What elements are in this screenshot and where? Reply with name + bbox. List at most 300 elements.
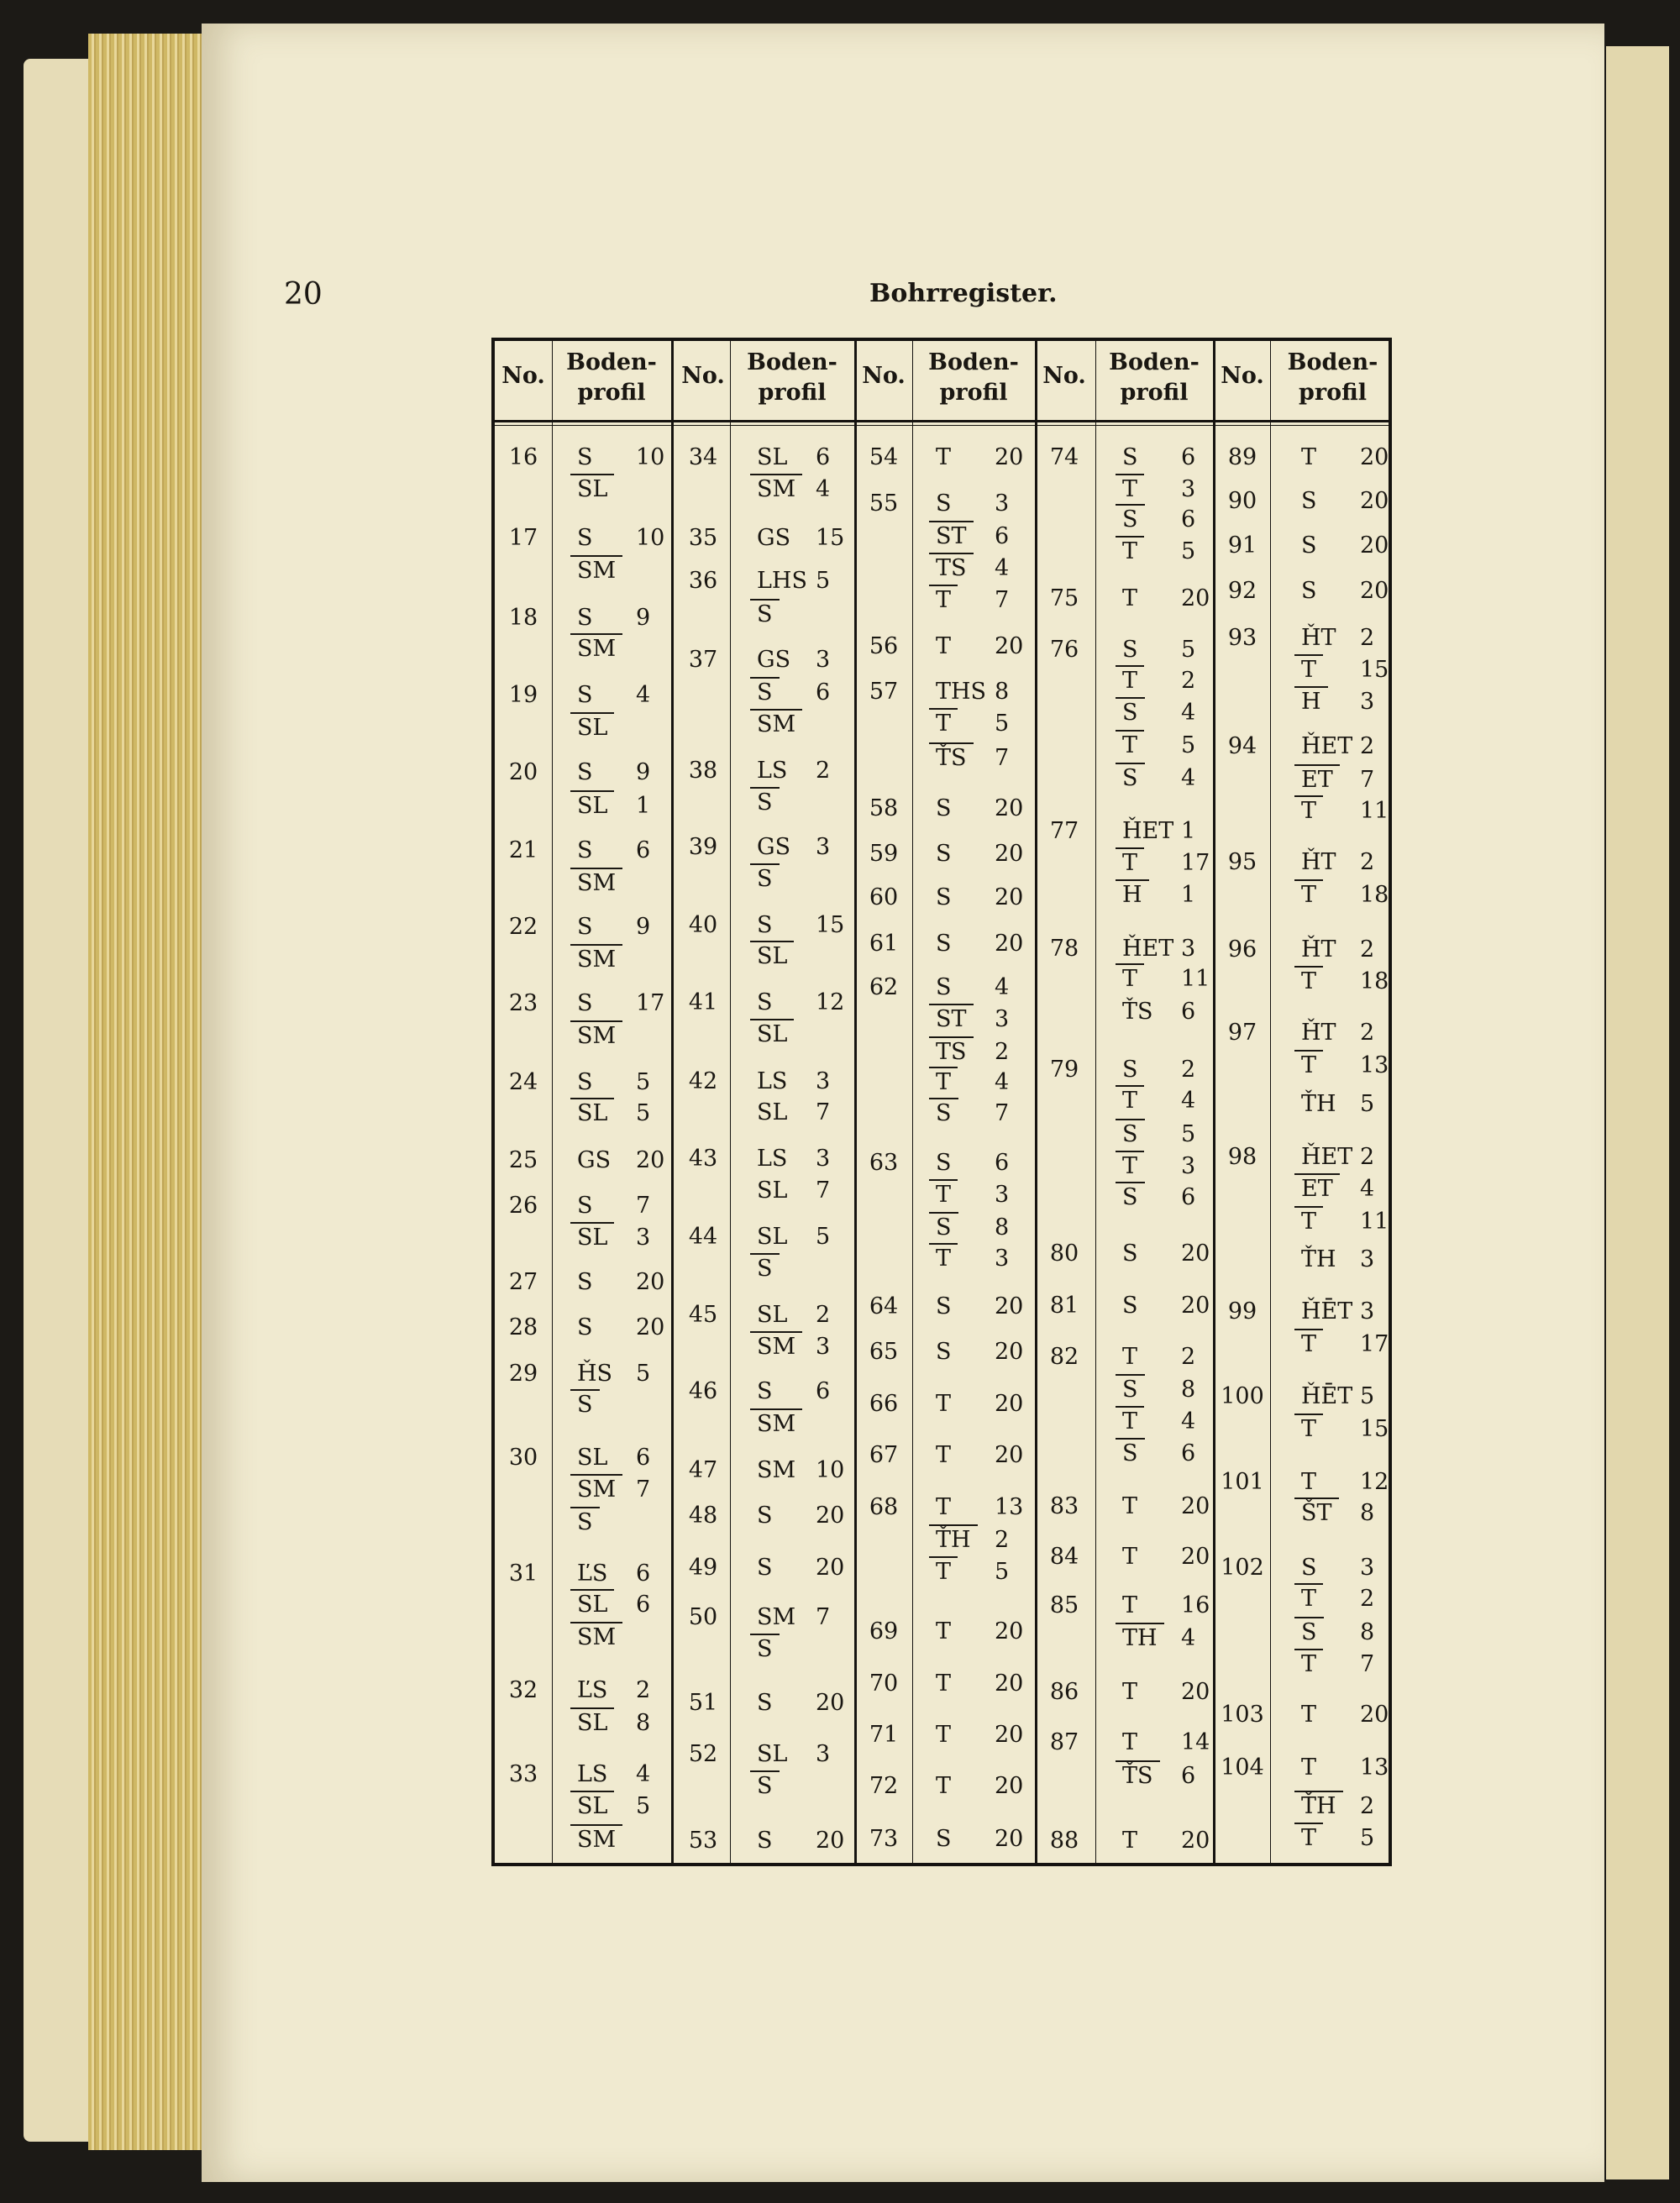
soil-type: T bbox=[936, 1618, 952, 1644]
soil-layer-abbrev bbox=[1122, 669, 1137, 692]
layer-thickness: 7 bbox=[1360, 767, 1375, 793]
soil-type: T bbox=[936, 1246, 952, 1272]
entry-number: 48 bbox=[688, 1503, 718, 1529]
soil-type: S bbox=[577, 914, 593, 940]
layer-thickness: 20 bbox=[816, 1503, 845, 1529]
soil-type: S bbox=[577, 525, 593, 551]
soil-layer-abbrev bbox=[1122, 852, 1137, 874]
layer-thickness: 3 bbox=[1360, 1246, 1375, 1272]
layer-thickness: 2 bbox=[1360, 1020, 1375, 1046]
layer-thickness: 7 bbox=[1360, 1651, 1375, 1677]
layer-thickness: 20 bbox=[995, 1293, 1024, 1319]
soil-layer-abbrev bbox=[757, 1101, 787, 1124]
soil-layer-abbrev bbox=[1301, 490, 1317, 512]
soil-layer-abbrev bbox=[1122, 1594, 1137, 1617]
layer-thickness: 6 bbox=[636, 1560, 651, 1587]
layer-thickness: 20 bbox=[636, 1269, 665, 1295]
soil-layer-abbrev bbox=[1122, 1242, 1138, 1265]
entry-number: 40 bbox=[688, 912, 718, 938]
soil-layer-abbrev bbox=[1122, 446, 1138, 469]
group-divider bbox=[1035, 341, 1037, 1863]
entry-number: 61 bbox=[869, 931, 899, 957]
soil-layer-abbrev bbox=[1122, 1089, 1137, 1112]
soil-layer-abbrev bbox=[757, 868, 773, 890]
soil-type: S bbox=[1301, 578, 1317, 604]
layer-thickness: 20 bbox=[995, 795, 1024, 821]
entry-number: 28 bbox=[508, 1314, 538, 1340]
layer-thickness: 20 bbox=[995, 633, 1024, 659]
layer-thickness: 20 bbox=[1181, 585, 1210, 611]
layer-thickness: 6 bbox=[636, 1445, 651, 1471]
soil-layer-abbrev bbox=[1301, 1795, 1336, 1817]
soil-type: S bbox=[577, 990, 593, 1016]
entry-number: 87 bbox=[1049, 1729, 1079, 1755]
layer-thickness: 9 bbox=[636, 914, 651, 940]
soil-type: SL bbox=[577, 1793, 608, 1819]
soil-layer-abbrev bbox=[936, 1008, 967, 1031]
soil-layer-abbrev bbox=[1301, 1210, 1316, 1233]
entry-number: 91 bbox=[1227, 532, 1257, 559]
layer-thickness: 1 bbox=[1181, 818, 1196, 844]
soil-type: S bbox=[577, 1069, 593, 1095]
soil-layer-abbrev bbox=[757, 648, 790, 671]
soil-type: S bbox=[757, 1378, 773, 1404]
soil-layer-abbrev bbox=[757, 945, 787, 968]
header-no: No. bbox=[862, 363, 906, 389]
soil-type: ŤS bbox=[936, 745, 967, 771]
soil-layer-abbrev bbox=[577, 948, 616, 971]
entry-number: 80 bbox=[1049, 1240, 1079, 1267]
soil-type: SM bbox=[577, 870, 617, 896]
entry-number: 82 bbox=[1049, 1344, 1079, 1370]
soil-layer-abbrev bbox=[757, 1459, 795, 1482]
soil-layer-abbrev bbox=[757, 1380, 773, 1403]
soil-type: S bbox=[1122, 765, 1138, 791]
layer-thickness: 20 bbox=[995, 1339, 1024, 1365]
layer-thickness: 5 bbox=[816, 568, 831, 594]
soil-type: SL bbox=[757, 1741, 788, 1767]
soil-layer-abbrev bbox=[1301, 1502, 1332, 1524]
soil-layer-abbrev bbox=[757, 1070, 787, 1093]
entry-number: 75 bbox=[1049, 585, 1079, 611]
layer-thickness: 20 bbox=[636, 1147, 665, 1173]
soil-type: SL bbox=[577, 715, 608, 741]
soil-layer-abbrev bbox=[1122, 1829, 1137, 1852]
soil-layer-abbrev bbox=[1301, 970, 1316, 993]
soil-layer-abbrev bbox=[757, 836, 790, 858]
layer-thickness: 3 bbox=[1360, 1298, 1375, 1324]
layer-thickness: 12 bbox=[816, 989, 845, 1015]
soil-layer-abbrev bbox=[577, 716, 607, 739]
soil-layer-abbrev bbox=[1301, 1248, 1336, 1271]
soil-type: GS bbox=[757, 647, 791, 673]
no-column-divider bbox=[912, 341, 913, 1863]
layer-thickness: 15 bbox=[816, 525, 845, 551]
layer-thickness: 3 bbox=[816, 1334, 831, 1360]
soil-layer-abbrev bbox=[936, 1041, 967, 1063]
layer-thickness: 3 bbox=[995, 1006, 1010, 1032]
soil-type: T bbox=[936, 444, 952, 470]
entry-number: 38 bbox=[688, 758, 718, 784]
entry-number: 59 bbox=[869, 841, 899, 867]
layer-thickness: 11 bbox=[1360, 1209, 1389, 1235]
entry-number: 66 bbox=[869, 1391, 899, 1417]
soil-type: T bbox=[1301, 882, 1317, 908]
soil-layer-abbrev bbox=[936, 932, 952, 955]
layer-thickness: 3 bbox=[816, 647, 831, 673]
layer-thickness: 3 bbox=[995, 1246, 1010, 1272]
soil-type: T bbox=[936, 1773, 952, 1799]
entry-number: 103 bbox=[1221, 1702, 1264, 1728]
entry-number: 26 bbox=[508, 1193, 538, 1219]
entry-number: 41 bbox=[688, 989, 718, 1015]
soil-type: H bbox=[1122, 882, 1142, 908]
layer-thickness: 5 bbox=[636, 1793, 651, 1819]
soil-layer-abbrev bbox=[757, 527, 790, 549]
soil-type: T bbox=[1122, 1828, 1138, 1854]
soil-type: T bbox=[1301, 1755, 1317, 1781]
soil-layer-abbrev bbox=[936, 842, 952, 865]
entry-number: 89 bbox=[1227, 444, 1257, 470]
layer-thickness: 7 bbox=[636, 1477, 651, 1503]
soil-layer-abbrev bbox=[577, 1194, 593, 1217]
soil-type: T bbox=[1301, 968, 1317, 994]
layer-thickness: 20 bbox=[636, 1314, 665, 1340]
layer-thickness: 3 bbox=[1181, 936, 1196, 962]
entry-number: 97 bbox=[1227, 1020, 1257, 1046]
soil-type: T bbox=[936, 1671, 952, 1697]
soil-layer-abbrev bbox=[936, 976, 952, 999]
soil-layer-abbrev bbox=[1122, 1294, 1138, 1317]
soil-layer-abbrev bbox=[1122, 1186, 1138, 1209]
soil-layer-abbrev bbox=[936, 525, 967, 548]
soil-layer-abbrev bbox=[1301, 1471, 1316, 1493]
soil-type: S bbox=[757, 1555, 773, 1581]
soil-type: ĽS bbox=[577, 1677, 608, 1703]
layer-thickness: 20 bbox=[1360, 488, 1389, 514]
soil-layer-abbrev bbox=[1301, 938, 1336, 961]
soil-type: SL bbox=[757, 943, 788, 969]
layer-thickness: 20 bbox=[1360, 578, 1389, 604]
soil-type: S bbox=[1122, 700, 1138, 726]
layer-thickness: 11 bbox=[1360, 798, 1389, 824]
soil-type: ST bbox=[936, 1006, 967, 1032]
layer-thickness: 5 bbox=[636, 1100, 651, 1126]
layer-thickness: 15 bbox=[1360, 657, 1389, 683]
no-column-divider bbox=[730, 341, 731, 1863]
soil-type: T bbox=[1122, 538, 1138, 564]
entry-number: 49 bbox=[688, 1555, 718, 1581]
entry-number: 46 bbox=[688, 1378, 718, 1404]
layer-thickness: 20 bbox=[1181, 1679, 1210, 1705]
soil-layer-abbrev bbox=[1301, 1418, 1316, 1440]
soil-type: S bbox=[1122, 1440, 1138, 1466]
layer-thickness: 4 bbox=[816, 476, 831, 502]
entry-number: 67 bbox=[869, 1442, 899, 1468]
layer-thickness: 2 bbox=[1181, 1344, 1196, 1370]
layer-thickness: 3 bbox=[995, 1182, 1010, 1208]
soil-type: S bbox=[936, 1339, 952, 1365]
soil-type: LS bbox=[577, 1761, 608, 1787]
soil-layer-abbrev bbox=[1301, 1827, 1316, 1849]
soil-type: LS bbox=[757, 1146, 788, 1172]
entry-number: 50 bbox=[688, 1604, 718, 1630]
entry-number: 101 bbox=[1221, 1469, 1264, 1495]
layer-thickness: 4 bbox=[995, 1069, 1010, 1095]
soil-type: T bbox=[936, 1494, 952, 1520]
soil-type: TS bbox=[936, 555, 967, 581]
soil-type: LS bbox=[757, 758, 788, 784]
entry-number: 70 bbox=[869, 1671, 899, 1697]
soil-layer-abbrev bbox=[1301, 1021, 1336, 1044]
layer-thickness: 2 bbox=[1181, 668, 1196, 694]
group-divider bbox=[1213, 341, 1215, 1863]
layer-thickness: 20 bbox=[1181, 1493, 1210, 1519]
soil-type: ȞT bbox=[1301, 625, 1336, 651]
layer-thickness: 3 bbox=[816, 1741, 831, 1767]
soil-type: SM bbox=[757, 1334, 796, 1360]
soil-layer-abbrev bbox=[757, 569, 807, 592]
soil-layer-abbrev bbox=[577, 761, 593, 784]
soil-layer-abbrev bbox=[577, 1795, 607, 1817]
soil-layer-abbrev bbox=[936, 1151, 952, 1174]
layer-thickness: 14 bbox=[1181, 1729, 1210, 1755]
group-divider bbox=[854, 341, 857, 1863]
entry-number: 83 bbox=[1049, 1493, 1079, 1519]
soil-layer-abbrev bbox=[1301, 658, 1316, 681]
entry-number: 45 bbox=[688, 1302, 718, 1328]
entry-number: 63 bbox=[869, 1150, 899, 1176]
soil-layer-abbrev bbox=[577, 795, 607, 817]
layer-thickness: 3 bbox=[1360, 1555, 1375, 1581]
soil-layer-abbrev bbox=[1122, 701, 1138, 724]
entry-number: 16 bbox=[508, 444, 538, 470]
soil-layer-abbrev bbox=[1301, 1703, 1316, 1726]
layer-thickness: 3 bbox=[816, 1146, 831, 1172]
soil-type: T bbox=[1301, 1469, 1317, 1495]
soil-layer-abbrev bbox=[1301, 580, 1317, 602]
layer-thickness: 2 bbox=[1360, 1586, 1375, 1612]
entry-number: 99 bbox=[1227, 1298, 1257, 1324]
header-bodenprofil: Boden- profil bbox=[1109, 349, 1200, 406]
soil-type: S bbox=[1122, 1184, 1138, 1210]
soil-layer-abbrev bbox=[1122, 734, 1137, 757]
layer-thickness: 4 bbox=[995, 555, 1010, 581]
entry-number: 31 bbox=[508, 1560, 538, 1587]
soil-type: T bbox=[936, 633, 952, 659]
layer-thickness: 6 bbox=[636, 1592, 651, 1618]
layer-thickness: 3 bbox=[636, 1225, 651, 1251]
soil-type: S bbox=[757, 679, 773, 705]
layer-thickness: 20 bbox=[1181, 1293, 1210, 1319]
entry-number: 44 bbox=[688, 1224, 718, 1250]
soil-type: S bbox=[757, 1773, 773, 1799]
layer-thickness: 7 bbox=[995, 745, 1010, 771]
soil-type: ŠT bbox=[1301, 1500, 1332, 1526]
soil-type: ŤS bbox=[1122, 1763, 1153, 1789]
layer-thickness: 4 bbox=[636, 1761, 651, 1787]
layer-thickness: 5 bbox=[1360, 1383, 1375, 1409]
soil-type: S bbox=[936, 1826, 952, 1852]
entry-number: 88 bbox=[1049, 1828, 1079, 1854]
soil-type: GS bbox=[757, 834, 791, 860]
soil-layer-abbrev bbox=[1122, 478, 1137, 501]
header-rule bbox=[495, 420, 1389, 422]
soil-type: S bbox=[757, 601, 773, 627]
soil-layer-abbrev bbox=[1301, 1054, 1316, 1077]
soil-type: SL bbox=[577, 1225, 608, 1251]
soil-layer-abbrev bbox=[577, 1593, 607, 1616]
soil-type: S bbox=[757, 1636, 773, 1662]
soil-type: T bbox=[1122, 1088, 1138, 1114]
entry-number: 32 bbox=[508, 1677, 538, 1703]
soil-type: SM bbox=[577, 1477, 617, 1503]
layer-thickness: 4 bbox=[1181, 700, 1196, 726]
soil-layer-abbrev bbox=[757, 603, 773, 626]
soil-layer-abbrev bbox=[936, 589, 951, 611]
soil-layer-abbrev bbox=[577, 1679, 607, 1702]
soil-type: T bbox=[1122, 476, 1138, 502]
layer-thickness: 20 bbox=[816, 1555, 845, 1581]
layer-thickness: 6 bbox=[995, 1150, 1010, 1176]
soil-layer-abbrev bbox=[577, 637, 616, 660]
entry-number: 57 bbox=[869, 679, 899, 705]
soil-type: S bbox=[1301, 1555, 1317, 1581]
soil-type: ȞĒT bbox=[1301, 1383, 1353, 1409]
soil-type: ȞS bbox=[577, 1361, 613, 1387]
soil-type: ȞET bbox=[1301, 1144, 1353, 1170]
soil-layer-abbrev bbox=[1301, 446, 1316, 469]
soil-layer-abbrev bbox=[1301, 1385, 1352, 1408]
soil-layer-abbrev bbox=[1301, 1333, 1316, 1356]
soil-layer-abbrev bbox=[1122, 1123, 1138, 1146]
layer-thickness: 13 bbox=[995, 1494, 1024, 1520]
soil-layer-abbrev bbox=[1122, 1495, 1137, 1518]
soil-type: SL bbox=[577, 1100, 608, 1126]
entry-number: 72 bbox=[869, 1773, 899, 1799]
soil-layer-abbrev bbox=[757, 1225, 787, 1248]
layer-thickness: 17 bbox=[1360, 1331, 1389, 1357]
soil-layer-abbrev bbox=[577, 1025, 616, 1047]
header-bodenprofil: Boden- profil bbox=[566, 349, 657, 406]
layer-thickness: 17 bbox=[1181, 850, 1210, 876]
soil-layer-abbrev bbox=[936, 1340, 952, 1363]
soil-type: SL bbox=[757, 1224, 788, 1250]
soil-layer-abbrev bbox=[577, 839, 593, 862]
soil-layer-abbrev bbox=[1301, 534, 1317, 557]
layer-thickness: 20 bbox=[1181, 1240, 1210, 1267]
layer-thickness: 1 bbox=[636, 793, 651, 819]
entry-number: 29 bbox=[508, 1361, 538, 1387]
entry-number: 33 bbox=[508, 1761, 538, 1787]
soil-type: T bbox=[1122, 1729, 1138, 1755]
header-rule-2 bbox=[495, 425, 1389, 426]
layer-thickness: 7 bbox=[816, 1604, 831, 1630]
entry-number: 43 bbox=[688, 1146, 718, 1172]
soil-layer-abbrev bbox=[1301, 690, 1321, 713]
soil-type: ET bbox=[1301, 1176, 1333, 1202]
soil-layer-abbrev bbox=[936, 1393, 951, 1415]
entry-number: 55 bbox=[869, 490, 899, 517]
entry-number: 62 bbox=[869, 974, 899, 1000]
layer-thickness: 5 bbox=[1360, 1091, 1375, 1117]
soil-layer-abbrev bbox=[577, 1393, 593, 1416]
soil-type: S bbox=[936, 974, 952, 1000]
soil-type: S bbox=[757, 1828, 773, 1854]
soil-type: T bbox=[1122, 1344, 1138, 1370]
soil-layer-abbrev bbox=[577, 1446, 607, 1469]
soil-layer-abbrev bbox=[936, 1247, 951, 1270]
soil-layer-abbrev bbox=[1301, 851, 1336, 873]
soil-type: S bbox=[757, 1256, 773, 1282]
layer-thickness: 3 bbox=[1181, 1153, 1196, 1179]
soil-layer-abbrev bbox=[936, 446, 951, 469]
soil-layer-abbrev bbox=[936, 886, 952, 909]
soil-type: S bbox=[577, 444, 593, 470]
soil-layer-abbrev bbox=[1301, 1756, 1316, 1779]
soil-layer-abbrev bbox=[936, 1723, 951, 1746]
soil-type: T bbox=[936, 1391, 952, 1417]
layer-thickness: 9 bbox=[636, 759, 651, 785]
entry-number: 78 bbox=[1049, 936, 1079, 962]
layer-thickness: 2 bbox=[1360, 625, 1375, 651]
header-no: No. bbox=[1042, 363, 1086, 389]
soil-layer-abbrev bbox=[1122, 1410, 1137, 1433]
soil-type: THS bbox=[936, 679, 987, 705]
entry-number: 25 bbox=[508, 1147, 538, 1173]
layer-thickness: 3 bbox=[816, 834, 831, 860]
soil-layer-abbrev bbox=[577, 1478, 616, 1501]
soil-type: S bbox=[577, 1314, 593, 1340]
soil-layer-abbrev bbox=[577, 606, 593, 629]
soil-layer-abbrev bbox=[577, 1316, 593, 1339]
soil-type: LS bbox=[757, 1068, 788, 1094]
soil-layer-abbrev bbox=[1122, 638, 1138, 661]
soil-type: S bbox=[936, 884, 952, 910]
layer-thickness: 2 bbox=[636, 1677, 651, 1703]
soil-layer-abbrev bbox=[577, 872, 616, 894]
soil-layer-abbrev bbox=[936, 1496, 951, 1518]
layer-thickness: 8 bbox=[636, 1710, 651, 1736]
soil-layer-abbrev bbox=[1301, 1556, 1317, 1579]
layer-thickness: 5 bbox=[816, 1224, 831, 1250]
soil-layer-abbrev bbox=[936, 1216, 952, 1239]
layer-thickness: 20 bbox=[1181, 1544, 1210, 1570]
layer-thickness: 3 bbox=[1181, 476, 1196, 502]
soil-layer-abbrev bbox=[1301, 1146, 1352, 1168]
entry-number: 94 bbox=[1227, 733, 1257, 759]
soil-type: SM bbox=[577, 1023, 617, 1049]
entry-number: 93 bbox=[1227, 625, 1257, 651]
soil-type: SL bbox=[577, 1445, 608, 1471]
soil-type: S bbox=[577, 1509, 593, 1535]
soil-type: S bbox=[936, 1100, 952, 1126]
soil-layer-abbrev bbox=[1122, 1345, 1137, 1368]
entry-number: 54 bbox=[869, 444, 899, 470]
entry-number: 51 bbox=[688, 1690, 718, 1716]
layer-thickness: 15 bbox=[1360, 1416, 1389, 1442]
soil-layer-abbrev bbox=[577, 1362, 612, 1385]
soil-type: T bbox=[1301, 1209, 1317, 1235]
soil-type: SM bbox=[757, 476, 796, 502]
soil-type: ȞT bbox=[1301, 849, 1336, 875]
soil-type: SM bbox=[757, 711, 796, 737]
entry-number: 71 bbox=[869, 1722, 899, 1748]
soil-type: T bbox=[1122, 966, 1138, 992]
layer-thickness: 6 bbox=[816, 444, 831, 470]
header-bodenprofil: Boden- profil bbox=[928, 349, 1019, 406]
soil-layer-abbrev bbox=[1122, 1545, 1137, 1568]
